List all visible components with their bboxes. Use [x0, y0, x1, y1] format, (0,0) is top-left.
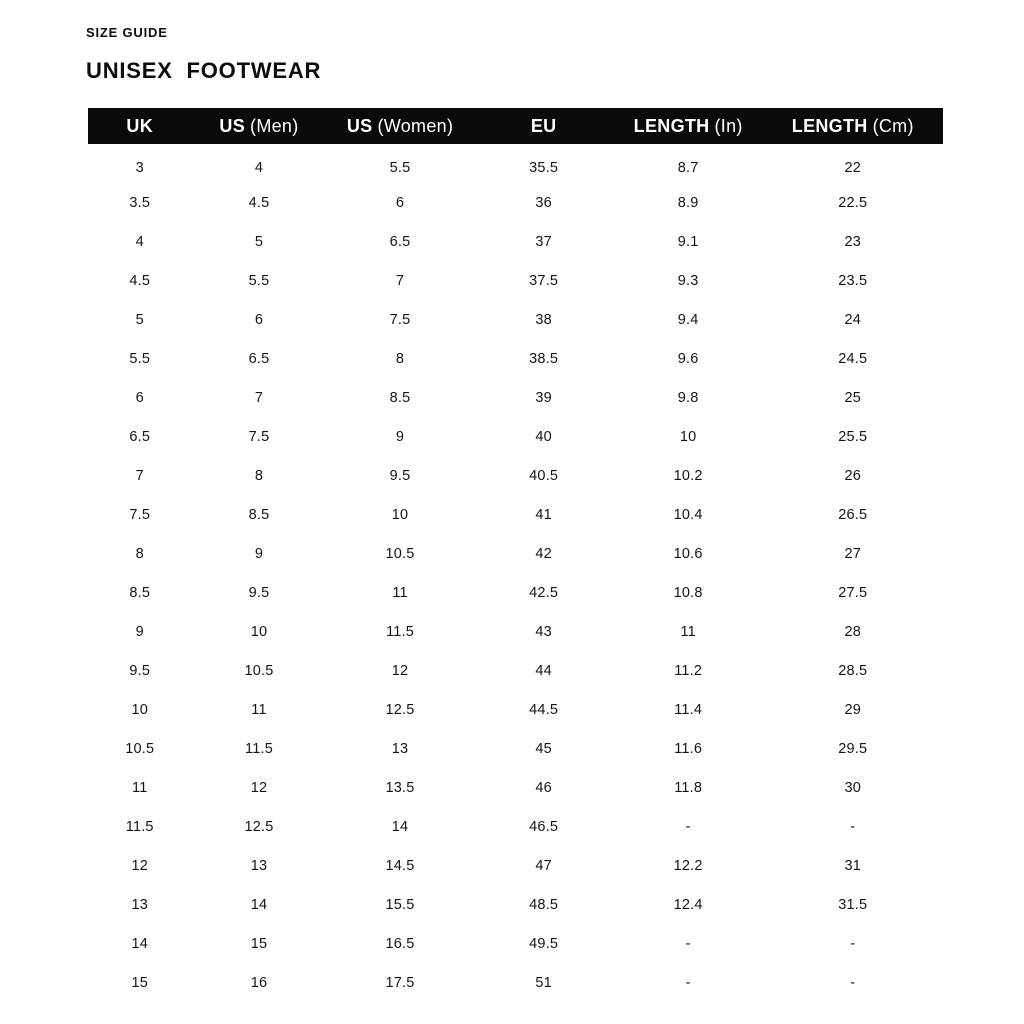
size-cell: 30 [844, 779, 862, 796]
size-cell: 13 [391, 740, 409, 757]
size-cell: 11.5 [125, 818, 154, 835]
size-cell: 27 [844, 545, 862, 562]
size-cell: 10 [679, 428, 697, 445]
size-row [88, 300, 943, 339]
size-cell: 8.7 [677, 159, 699, 176]
size-cell: 15.5 [385, 896, 415, 913]
size-cell: 4 [254, 159, 264, 176]
size-cell: 14 [391, 818, 409, 835]
size-cell: 27.5 [838, 584, 868, 601]
size-cell: 9 [254, 545, 264, 562]
column-header-label: LENGTH [633, 115, 710, 136]
size-cell: 10.4 [673, 506, 703, 523]
size-cell: 6.5 [248, 350, 270, 367]
size-cell: 6 [254, 311, 264, 328]
size-cell: 12.5 [385, 701, 415, 718]
size-row [88, 261, 943, 300]
size-cell: 3 [135, 159, 144, 176]
size-cell: 31 [844, 857, 862, 874]
size-cell: - [685, 935, 691, 952]
size-cell: 4 [135, 233, 144, 250]
size-cell: 9.8 [677, 389, 699, 406]
column-header-label: UK [126, 115, 154, 136]
size-cell: 40 [535, 428, 552, 445]
size-cell: 35.5 [529, 159, 559, 176]
size-cell: 28.5 [838, 662, 868, 679]
size-row [88, 690, 943, 729]
size-cell: 9 [135, 623, 144, 640]
size-cell: 8.5 [248, 506, 270, 523]
size-cell: 11.5 [386, 623, 415, 640]
size-cell: 51 [535, 974, 552, 991]
column-header-length-in: LENGTH (In) [614, 108, 763, 144]
size-cell: 26 [844, 467, 862, 484]
size-cell: 10.2 [673, 467, 703, 484]
size-cell: 28 [844, 623, 862, 640]
size-conversion-table [88, 108, 943, 1002]
size-cell: 11 [680, 623, 696, 640]
size-cell: 23 [844, 233, 862, 250]
size-cell: 25.5 [838, 428, 868, 445]
size-row [88, 924, 943, 963]
size-cell: 31.5 [838, 896, 868, 913]
size-row [88, 378, 943, 417]
size-cell: 8 [395, 350, 405, 367]
size-row [88, 495, 943, 534]
size-cell: 11 [132, 779, 148, 796]
size-cell: 9.3 [677, 272, 699, 289]
size-cell: 7 [135, 467, 144, 484]
size-cell: 11.6 [674, 740, 703, 757]
size-cell: 7.5 [389, 311, 411, 328]
size-cell: 16.5 [385, 935, 415, 952]
size-cell: 11 [251, 701, 267, 718]
column-header-length-cm: LENGTH (Cm) [763, 108, 943, 144]
size-cell: 46 [535, 779, 552, 796]
size-cell: 49.5 [529, 935, 559, 952]
size-cell: 11.8 [674, 779, 703, 796]
size-cell: 12 [250, 779, 268, 796]
size-cell: 23.5 [838, 272, 868, 289]
size-cell: 6 [395, 194, 405, 211]
size-cell: 5 [135, 311, 144, 328]
size-cell: 9.5 [129, 662, 151, 679]
size-cell: 46.5 [529, 818, 559, 835]
size-cell: 4.5 [248, 194, 270, 211]
size-cell: 10.5 [385, 545, 415, 562]
size-cell: 5 [254, 233, 264, 250]
size-row [88, 651, 943, 690]
size-row [88, 729, 943, 768]
size-cell: 43 [535, 623, 552, 640]
size-row [88, 846, 943, 885]
column-header-label: LENGTH [791, 115, 868, 136]
size-cell: 13 [131, 896, 148, 913]
size-cell: 8.5 [389, 389, 411, 406]
size-cell: 5.5 [129, 350, 151, 367]
size-cell: 10.6 [673, 545, 703, 562]
size-cell: 12 [131, 857, 148, 874]
size-cell: 29 [844, 701, 862, 718]
column-header-us-women: US (Women) [327, 108, 474, 144]
size-cell: 13 [250, 857, 268, 874]
size-cell: 38 [535, 311, 552, 328]
size-cell: 9.4 [677, 311, 699, 328]
size-cell: 38.5 [529, 350, 559, 367]
size-cell: 8.9 [677, 194, 699, 211]
table-header [88, 108, 943, 144]
size-row [88, 144, 943, 183]
size-row [88, 339, 943, 378]
size-row [88, 807, 943, 846]
size-cell: 6.5 [389, 233, 411, 250]
size-cell: - [850, 935, 856, 952]
size-cell: 24 [844, 311, 862, 328]
size-cell: 12.5 [244, 818, 274, 835]
size-cell: 10.5 [125, 740, 155, 757]
size-cell: 48.5 [529, 896, 559, 913]
table-header-row [88, 108, 943, 144]
size-cell: 4.5 [129, 272, 151, 289]
size-cell: 26.5 [838, 506, 868, 523]
size-cell: 12 [391, 662, 409, 679]
size-row [88, 183, 943, 222]
size-cell: 39 [535, 389, 552, 406]
size-row [88, 222, 943, 261]
size-cell: 22 [844, 159, 862, 176]
page-title: UNISEX FOOTWEAR [86, 58, 322, 83]
size-row [88, 885, 943, 924]
size-cell: 11 [392, 584, 408, 601]
size-cell: 5.5 [389, 159, 411, 176]
size-cell: 11.2 [674, 662, 703, 679]
size-row [88, 573, 943, 612]
size-cell: 29.5 [838, 740, 868, 757]
size-cell: 14 [250, 896, 268, 913]
table-body [88, 144, 943, 1002]
size-row [88, 417, 943, 456]
size-cell: 24.5 [838, 350, 868, 367]
size-cell: 22.5 [838, 194, 868, 211]
size-cell: 9 [395, 428, 405, 445]
size-cell: 44 [535, 662, 552, 679]
size-cell: 5.5 [248, 272, 270, 289]
size-cell: 9.5 [248, 584, 270, 601]
size-cell: 45 [535, 740, 552, 757]
column-header-label: US [346, 115, 373, 136]
size-cell: 10.5 [244, 662, 274, 679]
size-cell: 36 [535, 194, 552, 211]
size-cell: 11.5 [245, 740, 273, 757]
size-cell: 9.1 [677, 233, 699, 250]
size-cell: 3.5 [129, 194, 151, 211]
size-cell: 7.5 [248, 428, 270, 445]
size-cell: - [850, 818, 856, 835]
size-cell: 15 [131, 974, 148, 991]
size-guide-eyebrow: SIZE GUIDE [86, 25, 168, 40]
size-cell: 42.5 [529, 584, 559, 601]
size-row [88, 534, 943, 573]
size-row [88, 612, 943, 651]
column-header-eu [474, 108, 614, 144]
size-cell: 44.5 [529, 701, 559, 718]
size-cell: - [850, 974, 856, 991]
size-cell: - [685, 818, 691, 835]
size-cell: 11.4 [674, 701, 703, 718]
size-row [88, 963, 943, 1002]
size-cell: 7 [254, 389, 264, 406]
size-cell: 6 [135, 389, 144, 406]
column-header-label: EU [530, 115, 557, 136]
size-cell: 37.5 [529, 272, 559, 289]
size-cell: 8 [135, 545, 144, 562]
size-cell: 7.5 [129, 506, 151, 523]
column-header-uk [88, 108, 191, 144]
size-cell: - [685, 974, 691, 991]
size-cell: 8 [254, 467, 264, 484]
size-cell: 17.5 [385, 974, 415, 991]
size-cell: 14.5 [385, 857, 415, 874]
size-cell: 12.4 [673, 896, 703, 913]
size-row [88, 456, 943, 495]
size-cell: 42 [535, 545, 552, 562]
size-cell: 10 [250, 623, 268, 640]
size-cell: 10 [391, 506, 409, 523]
size-cell: 25 [844, 389, 862, 406]
size-row [88, 768, 943, 807]
size-cell: 7 [395, 272, 405, 289]
size-cell: 10.8 [673, 584, 703, 601]
size-cell: 8.5 [129, 584, 151, 601]
size-cell: 14 [131, 935, 148, 952]
size-cell: 37 [535, 233, 552, 250]
size-cell: 41 [535, 506, 552, 523]
size-cell: 13.5 [385, 779, 415, 796]
column-header-us-men: US (Men) [191, 108, 326, 144]
size-cell: 12.2 [673, 857, 703, 874]
size-cell: 9.6 [677, 350, 699, 367]
size-cell: 9.5 [389, 467, 411, 484]
size-cell: 40.5 [529, 467, 559, 484]
size-cell: 6.5 [129, 428, 151, 445]
size-cell: 16 [250, 974, 268, 991]
size-cell: 15 [250, 935, 268, 952]
size-cell: 10 [131, 701, 148, 718]
column-header-label: US [219, 115, 246, 136]
size-cell: 47 [535, 857, 552, 874]
